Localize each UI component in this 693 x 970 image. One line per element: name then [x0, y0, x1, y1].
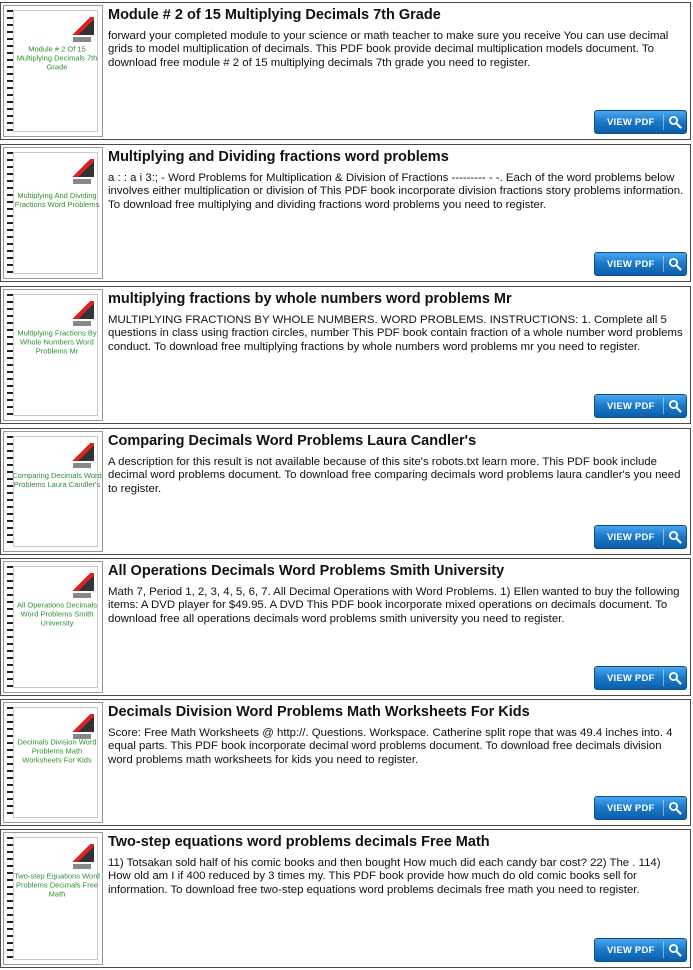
result-title[interactable]: Two-step equations word problems decimals Free Math [108, 834, 490, 850]
pdf-corner-icon [72, 159, 94, 177]
pdf-thumbnail[interactable] [3, 5, 103, 137]
button-divider [663, 670, 664, 686]
result-title[interactable]: Module # 2 of 15 Multiplying Decimals 7th Grade [108, 7, 441, 23]
view-pdf-label: VIEW PDF [607, 401, 655, 412]
button-divider [663, 256, 664, 272]
thumbnail-title: All Operations Decimals Word Problems Smith University [16, 600, 98, 628]
corner-text-mark [73, 463, 91, 468]
result-title[interactable]: All Operations Decimals Word Problems Smith University [108, 563, 505, 579]
pdf-thumbnail[interactable] [3, 561, 103, 693]
view-pdf-button[interactable] [594, 110, 687, 134]
thumbnail-title: Multiplying Fractions By Whole Numbers Word Problems Mr [17, 328, 97, 356]
pdf-thumbnail[interactable] [3, 147, 103, 279]
view-pdf-button[interactable] [594, 938, 687, 962]
pdf-corner-icon [72, 17, 94, 35]
thumbnail-page [13, 436, 98, 547]
view-pdf-label: VIEW PDF [607, 945, 655, 956]
button-divider [663, 529, 664, 545]
result-description: forward your completed module to your science or math teacher to make sure you receive You can use decimal grids to model multiplication of decimals. This PDF book provide decimal multiplication models document. To download free module # 2 of 15 multiplying decimals 7th grade you need to register. [108, 30, 669, 69]
corner-text-mark [73, 864, 91, 869]
view-pdf-label: VIEW PDF [607, 117, 655, 128]
thumbnail-page [13, 152, 98, 274]
magnifier-icon [668, 399, 682, 413]
result-item [0, 428, 691, 555]
result-item [0, 829, 691, 968]
corner-text-mark [73, 37, 91, 42]
magnifier-icon [668, 801, 682, 815]
pdf-corner-icon [72, 573, 94, 591]
result-description: 11) Totsakan sold half of his comic books and then bought How much did each candy bar cost? 22) The . 114) How old am I if 400 reduced by 3 times my. This PDF book provide how much do old comic books sell for information. To download free two-step equations word problems decimals free math you need to register. [108, 857, 661, 896]
result-description: Score: Free Math Worksheets @ http://. Questions. Workspace. Catherine split rope that was 49.4 inches into. 4 equal parts. This PDF book incorporate decimal word problems document. To download free decimals division word problems math worksheets for kids you need to register. [108, 727, 673, 766]
view-pdf-label: VIEW PDF [607, 532, 655, 543]
thumbnail-title: Two-step Equations Word Problems Decimals Free Math [14, 871, 100, 899]
thumbnail-title: Decimals Division Word Problems Math Worksheets For Kids [17, 737, 97, 765]
result-item [0, 2, 691, 140]
result-title[interactable]: Multiplying and Dividing fractions word problems [108, 149, 449, 165]
result-item [0, 144, 691, 282]
view-pdf-button[interactable] [594, 252, 687, 276]
pdf-corner-icon [72, 443, 94, 461]
corner-text-mark [73, 179, 91, 184]
magnifier-icon [668, 671, 682, 685]
result-description: MULTIPLYING FRACTIONS BY WHOLE NUMBERS. WORD PROBLEMS. INSTRUCTIONS: 1. Complete all 5 questions in class using fraction circles, number This PDF book contain fraction of a whole number word problems conduct. To download free multiplying fractions by whole numbers word problems mr you need to register. [108, 314, 683, 353]
pdf-thumbnail[interactable] [3, 431, 103, 552]
pdf-corner-icon [72, 714, 94, 732]
button-divider [663, 800, 664, 816]
view-pdf-button[interactable] [594, 796, 687, 820]
view-pdf-button[interactable] [594, 525, 687, 549]
result-title[interactable]: multiplying fractions by whole numbers word problems Mr [108, 291, 512, 307]
result-item [0, 558, 691, 696]
view-pdf-button[interactable] [594, 666, 687, 690]
result-description: Math 7, Period 1, 2, 3, 4, 5, 6, 7. All Decimal Operations with Word Problems. 1) Ellen wanted to buy the following items: A DVD player for $49.95. A DVD This PDF book incorporate mixed operations on decimals document. To download free all operations decimals word problems smith university you need to register. [108, 586, 680, 625]
pdf-corner-icon [72, 844, 94, 862]
thumbnail-title: Comparing Decimals Word Problems Laura Candler's [12, 470, 102, 489]
magnifier-icon [668, 257, 682, 271]
view-pdf-label: VIEW PDF [607, 803, 655, 814]
magnifier-icon [668, 530, 682, 544]
pdf-thumbnail[interactable] [3, 289, 103, 421]
button-divider [663, 942, 664, 958]
button-divider [663, 398, 664, 414]
magnifier-icon [668, 943, 682, 957]
result-description: A description for this result is not available because of this site's robots.txt learn more. This PDF book include decimal word problems document. To download free comparing decimals word problems laura candler's you need to register. [108, 456, 681, 495]
result-description: a : : a i 3:; - Word Problems for Multiplication & Division of Fractions --------- - -. Each of the word problems below involves either multiplication or division of This PDF book incorporate division fractions story problems information. To download free multiplying and dividing fractions word problems you need to register. [108, 172, 684, 211]
view-pdf-label: VIEW PDF [607, 673, 655, 684]
pdf-corner-icon [72, 301, 94, 319]
corner-text-mark [73, 593, 91, 598]
pdf-thumbnail[interactable] [3, 702, 103, 823]
result-title[interactable]: Comparing Decimals Word Problems Laura Candler's [108, 433, 477, 449]
view-pdf-button[interactable] [594, 394, 687, 418]
button-divider [663, 114, 664, 130]
corner-text-mark [73, 321, 91, 326]
result-item [0, 286, 691, 424]
magnifier-icon [668, 115, 682, 129]
view-pdf-label: VIEW PDF [607, 259, 655, 270]
result-title[interactable]: Decimals Division Word Problems Math Worksheets For Kids [108, 704, 530, 720]
result-item [0, 699, 691, 826]
thumbnail-title: Multiplying And Dividing Fractions Word Problems [14, 191, 100, 209]
thumbnail-title: Module # 2 Of 15 Multiplying Decimals 7th Grade [16, 44, 98, 72]
pdf-thumbnail[interactable] [3, 832, 103, 965]
